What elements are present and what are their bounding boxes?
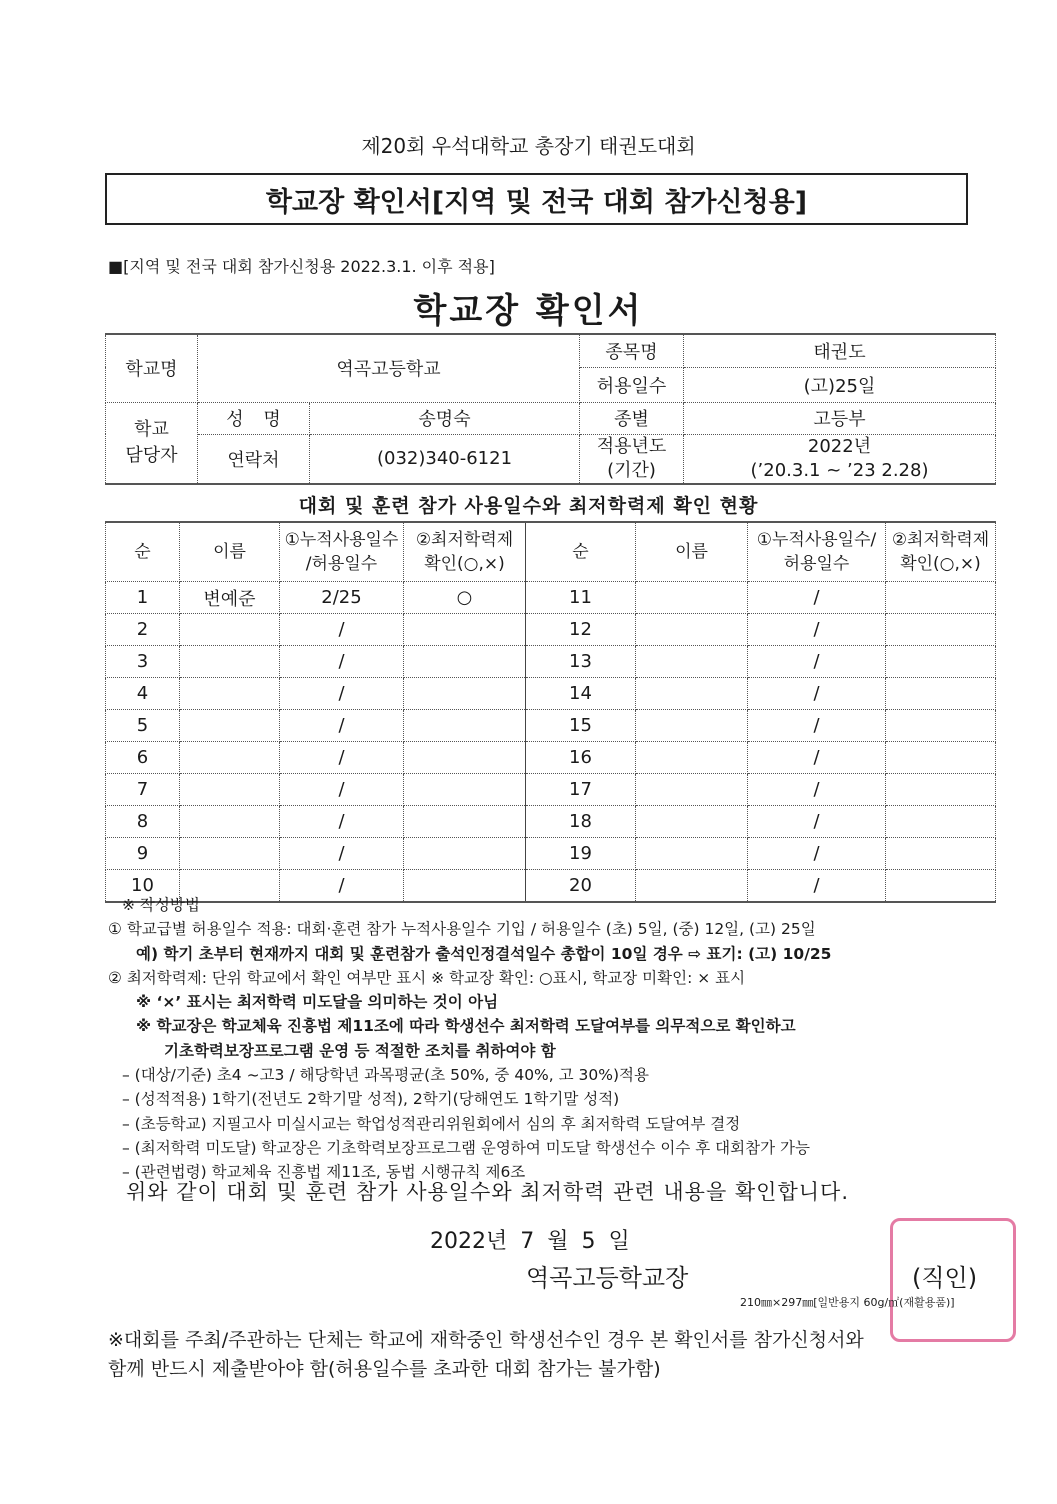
manager-label-line2: 담당자 — [125, 444, 178, 466]
roster-row — [106, 582, 996, 614]
roster-cell-name — [180, 710, 280, 742]
roster-cell-days: / — [280, 774, 404, 806]
roster-cell-check — [404, 838, 526, 870]
roster-cell-days: / — [280, 678, 404, 710]
header-check-right — [886, 522, 996, 582]
header-days-right-line2: 허용일수 — [783, 554, 850, 574]
roster-cell-check: ○ — [404, 582, 526, 614]
roster-cell-no: 2 — [106, 614, 180, 646]
footer-note-line1: ※대회를 주최/주관하는 단체는 학교에 재학중인 학생선수인 경우 본 확인서를 참가신청서와 — [108, 1329, 864, 1351]
roster-cell-check-right — [886, 742, 996, 774]
roster-cell-check-right — [886, 614, 996, 646]
roster-cell-no-right: 12 — [526, 614, 636, 646]
roster-cell-days: / — [280, 806, 404, 838]
roster-cell-days-right: / — [748, 870, 886, 903]
instruction-line-5: ※ 학교장은 학교체육 진흥법 제11조에 따라 학생선수 최저학력 도달여부를 의무적으로 확인하고 — [136, 1017, 796, 1036]
section-title: 대회 및 훈련 참가 사용일수와 최저학력제 확인 현황 — [298, 495, 759, 517]
roster-header-row — [106, 522, 996, 582]
roster-cell-no: 7 — [106, 774, 180, 806]
form-title: 학교장 확인서[지역 및 전국 대회 참가신청용] — [265, 186, 808, 218]
roster-row — [106, 678, 996, 710]
applied-year-value-line2: (’20.3.1 ~ ’23 2.28) — [750, 459, 929, 481]
header-days — [280, 522, 404, 582]
instruction-line-10: – (최저학력 미도달) 학교장은 기초학력보장프로그램 운영하여 미도달 학생선수 이수 후 대회참가 가능 — [122, 1138, 810, 1157]
roster-cell-days: / — [280, 838, 404, 870]
roster-cell-name — [180, 646, 280, 678]
roster-cell-no: 9 — [106, 838, 180, 870]
roster-cell-no-right: 18 — [526, 806, 636, 838]
roster-table — [105, 521, 996, 903]
roster-cell-no-right: 16 — [526, 742, 636, 774]
instruction-line-11: – (관련법령) 학교체육 진흥법 제11조, 동법 시행규칙 제6조 — [122, 1163, 526, 1182]
roster-cell-no: 1 — [106, 582, 180, 614]
header-check-line1: ②최저학력제 — [415, 530, 514, 550]
roster-cell-check-right — [886, 678, 996, 710]
roster-cell-check-right — [886, 774, 996, 806]
roster-cell-days: / — [280, 614, 404, 646]
roster-cell-check — [404, 774, 526, 806]
instruction-line-4: ※ ‘×’ 표시는 최저학력 미도달을 의미하는 것이 아님 — [136, 993, 499, 1012]
header-check-right-line1: ②최저학력제 — [891, 530, 990, 550]
roster-cell-days-right: / — [748, 806, 886, 838]
roster-cell-name — [180, 806, 280, 838]
form-title-box — [105, 173, 968, 225]
roster-cell-days-right: / — [748, 614, 886, 646]
roster-row — [106, 646, 996, 678]
roster-cell-name-right — [636, 614, 748, 646]
header-days-right — [748, 522, 886, 582]
footer-note-line2: 함께 반드시 제출받아야 함(허용일수를 초과한 대회 참가는 불가함) — [108, 1358, 661, 1380]
roster-cell-no-right: 20 — [526, 870, 636, 903]
header-name: 이름 — [180, 522, 280, 582]
roster-cell-check-right — [886, 806, 996, 838]
sport-label: 종목명 — [580, 334, 684, 367]
roster-row — [106, 614, 996, 646]
roster-cell-days-right: / — [748, 774, 886, 806]
header-check-line2: 확인(○,×) — [424, 554, 505, 574]
instruction-line-7: – (대상/기준) 초4 ~고3 / 해당학년 과목평균(초 50%, 중 40%, 고 30%)적용 — [122, 1066, 649, 1085]
roster-row — [106, 774, 996, 806]
roster-cell-check — [404, 806, 526, 838]
footer-note — [108, 1326, 1008, 1384]
roster-cell-no-right: 17 — [526, 774, 636, 806]
roster-cell-name — [180, 838, 280, 870]
manager-label-line1: 학교 — [134, 418, 169, 440]
manager-label — [106, 402, 198, 484]
roster-cell-no-right: 11 — [526, 582, 636, 614]
applied-year-value — [684, 434, 996, 484]
roster-cell-no-right: 14 — [526, 678, 636, 710]
main-title: 학교장 확인서 — [413, 291, 644, 331]
manager-name-value: 송명숙 — [310, 402, 580, 434]
header-check — [404, 522, 526, 582]
applied-year-label — [580, 434, 684, 484]
paper-spec: 210㎜×297㎜[일반용지 60g/㎡(재활용품)] — [740, 1296, 955, 1309]
roster-cell-name — [180, 742, 280, 774]
instruction-line-2: 예) 학기 초부터 현재까지 대회 및 훈련참가 출석인정결석일수 총합이 10일 경우 ⇨ 표기: (고) 10/25 — [136, 944, 832, 963]
roster-cell-no: 5 — [106, 710, 180, 742]
applied-year-value-line1: 2022년 — [807, 435, 872, 457]
roster-cell-days-right: / — [748, 742, 886, 774]
applied-year-label-line2: (기간) — [607, 459, 656, 481]
roster-cell-days: / — [280, 870, 404, 903]
roster-row — [106, 742, 996, 774]
header-name-right: 이름 — [636, 522, 748, 582]
date-line: 2022년 7 월 5 일 — [430, 1229, 630, 1254]
header-check-right-line2: 확인(○,×) — [900, 554, 981, 574]
instruction-line-1: ① 학교급별 허용일수 적용: 대회·훈련 참가 누적사용일수 기입 / 허용일수 (초) 5일, (중) 12일, (고) 25일 — [108, 920, 816, 939]
roster-cell-check — [404, 678, 526, 710]
roster-cell-days-right: / — [748, 582, 886, 614]
roster-cell-days: / — [280, 742, 404, 774]
applied-year-label-line1: 적용년도 — [596, 435, 667, 457]
roster-cell-name-right — [636, 742, 748, 774]
roster-cell-check-right — [886, 582, 996, 614]
contact-value: (032)340-6121 — [310, 434, 580, 484]
school-info-table — [105, 333, 996, 485]
school-name-label: 학교명 — [106, 334, 198, 402]
roster-cell-check-right — [886, 838, 996, 870]
header-days-line2: /허용일수 — [305, 554, 378, 574]
event-title: 제20회 우석대학교 총장기 태권도대회 — [361, 134, 696, 158]
roster-cell-days-right: / — [748, 678, 886, 710]
roster-cell-name — [180, 678, 280, 710]
roster-cell-check — [404, 646, 526, 678]
roster-cell-days-right: / — [748, 838, 886, 870]
roster-cell-check — [404, 742, 526, 774]
applies-note: ■[지역 및 전국 대회 참가신청용 2022.3.1. 이후 적용] — [108, 257, 495, 276]
contact-label: 연락처 — [198, 434, 310, 484]
roster-cell-no-right: 15 — [526, 710, 636, 742]
roster-cell-name-right — [636, 838, 748, 870]
roster-cell-check-right — [886, 710, 996, 742]
roster-cell-name-right — [636, 582, 748, 614]
manager-name-label: 성 명 — [198, 402, 310, 434]
school-principal: 역곡고등학교장 — [526, 1264, 689, 1292]
instruction-line-9: – (초등학교) 지필고사 미실시교는 학업성적관리위원회에서 심의 후 최저학력 도달여부 결정 — [122, 1114, 741, 1133]
school-name-value: 역곡고등학교 — [198, 334, 580, 402]
roster-cell-name-right — [636, 806, 748, 838]
roster-cell-days: / — [280, 646, 404, 678]
sport-value: 태권도 — [684, 334, 996, 367]
roster-cell-name: 변예준 — [180, 582, 280, 614]
instruction-line-6: 기초학력보장프로그램 운영 등 적절한 조치를 취하여야 함 — [164, 1041, 556, 1060]
roster-cell-no: 3 — [106, 646, 180, 678]
instruction-line-8: – (성적적용) 1학기(전년도 2학기말 성적), 2학기(당해연도 1학기말 성적) — [122, 1090, 620, 1109]
header-no-right: 순 — [526, 522, 636, 582]
roster-cell-no-right: 13 — [526, 646, 636, 678]
header-days-line1: ①누적사용일수 — [284, 530, 399, 550]
roster-cell-no: 6 — [106, 742, 180, 774]
roster-cell-name-right — [636, 646, 748, 678]
allowed-days-value: (고)25일 — [684, 367, 996, 402]
instructions-heading: ※ 작성방법 — [122, 896, 200, 914]
roster-cell-no: 10 — [106, 870, 180, 903]
header-no: 순 — [106, 522, 180, 582]
roster-cell-check-right — [886, 646, 996, 678]
roster-body — [106, 582, 996, 903]
roster-cell-no-right: 19 — [526, 838, 636, 870]
roster-cell-check — [404, 614, 526, 646]
roster-cell-no: 8 — [106, 806, 180, 838]
roster-row — [106, 806, 996, 838]
confirmation-statement: 위와 같이 대회 및 훈련 참가 사용일수와 최저학력 관련 내용을 확인합니다. — [126, 1180, 850, 1204]
roster-cell-name-right — [636, 710, 748, 742]
seal-label: (직인) — [912, 1264, 978, 1292]
roster-cell-days: / — [280, 710, 404, 742]
roster-cell-no: 4 — [106, 678, 180, 710]
roster-cell-name — [180, 614, 280, 646]
roster-cell-name-right — [636, 678, 748, 710]
category-label: 종별 — [580, 402, 684, 434]
allowed-days-label: 허용일수 — [580, 367, 684, 402]
instructions — [108, 893, 1008, 1185]
category-value: 고등부 — [684, 402, 996, 434]
roster-row — [106, 710, 996, 742]
instruction-line-3: ② 최저학력제: 단위 학교에서 확인 여부만 표시 ※ 학교장 확인: ○표시, 학교장 미확인: × 표시 — [108, 968, 746, 987]
roster-cell-days: 2/25 — [280, 582, 404, 614]
roster-cell-days-right: / — [748, 710, 886, 742]
roster-cell-days-right: / — [748, 646, 886, 678]
roster-cell-name — [180, 774, 280, 806]
roster-row — [106, 838, 996, 870]
roster-cell-check — [404, 710, 526, 742]
roster-cell-name-right — [636, 774, 748, 806]
header-days-right-line1: ①누적사용일수/ — [756, 530, 877, 550]
